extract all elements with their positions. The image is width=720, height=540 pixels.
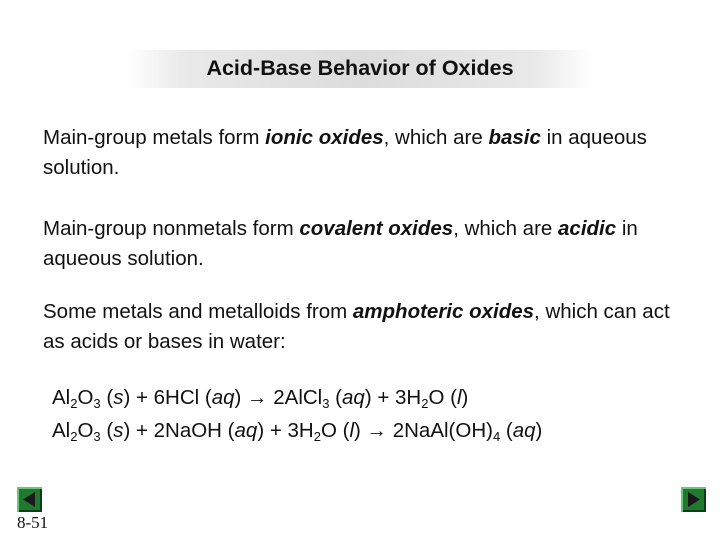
emphasis-covalent-oxides: covalent oxides	[299, 217, 454, 240]
emphasis-acidic: acidic	[558, 217, 617, 240]
paragraph-text: Main-group nonmetals form	[43, 217, 300, 240]
paragraph-text: , which are	[383, 126, 489, 149]
emphasis-amphoteric-oxides: amphoteric oxides	[352, 300, 535, 323]
page-number: 8-51	[17, 513, 49, 532]
emphasis-basic: basic	[488, 126, 541, 149]
paragraph-text: Some metals and metalloids from	[43, 300, 353, 323]
emphasis-ionic-oxides: ionic oxides	[265, 126, 384, 149]
paragraph-covalent-oxides	[43, 214, 683, 274]
paragraph-text: Main-group metals form	[43, 126, 266, 149]
equation-base-reaction: $Al_2O_3$ (s) + 2NaOH $(aq) + 3H_2O$ $(l) \to 2NaAl(OH)_4$ (aq)	[52, 419, 543, 444]
right-arrow-icon	[681, 487, 706, 512]
slide-title: Acid-Base Behavior of Oxides	[206, 56, 514, 80]
previous-slide-button[interactable]	[17, 487, 42, 512]
equation-acid-reaction: $Al_2O_3$ (s) + 6HCl (aq) → 2AlCl$_3$ $(aq) + 3H_2O$ (l)	[52, 386, 469, 411]
paragraph-text: in aqueous solution.	[43, 126, 647, 179]
paragraph-ionic-oxides	[43, 123, 683, 183]
paragraph-text: , which can act as acids or bases in water:	[43, 300, 670, 353]
paragraph-text: , which are	[453, 217, 559, 240]
paragraph-text: in aqueous solution.	[43, 217, 638, 270]
next-slide-button[interactable]	[681, 487, 706, 512]
paragraph-amphoteric-oxides	[43, 297, 683, 357]
left-arrow-icon	[17, 487, 42, 512]
